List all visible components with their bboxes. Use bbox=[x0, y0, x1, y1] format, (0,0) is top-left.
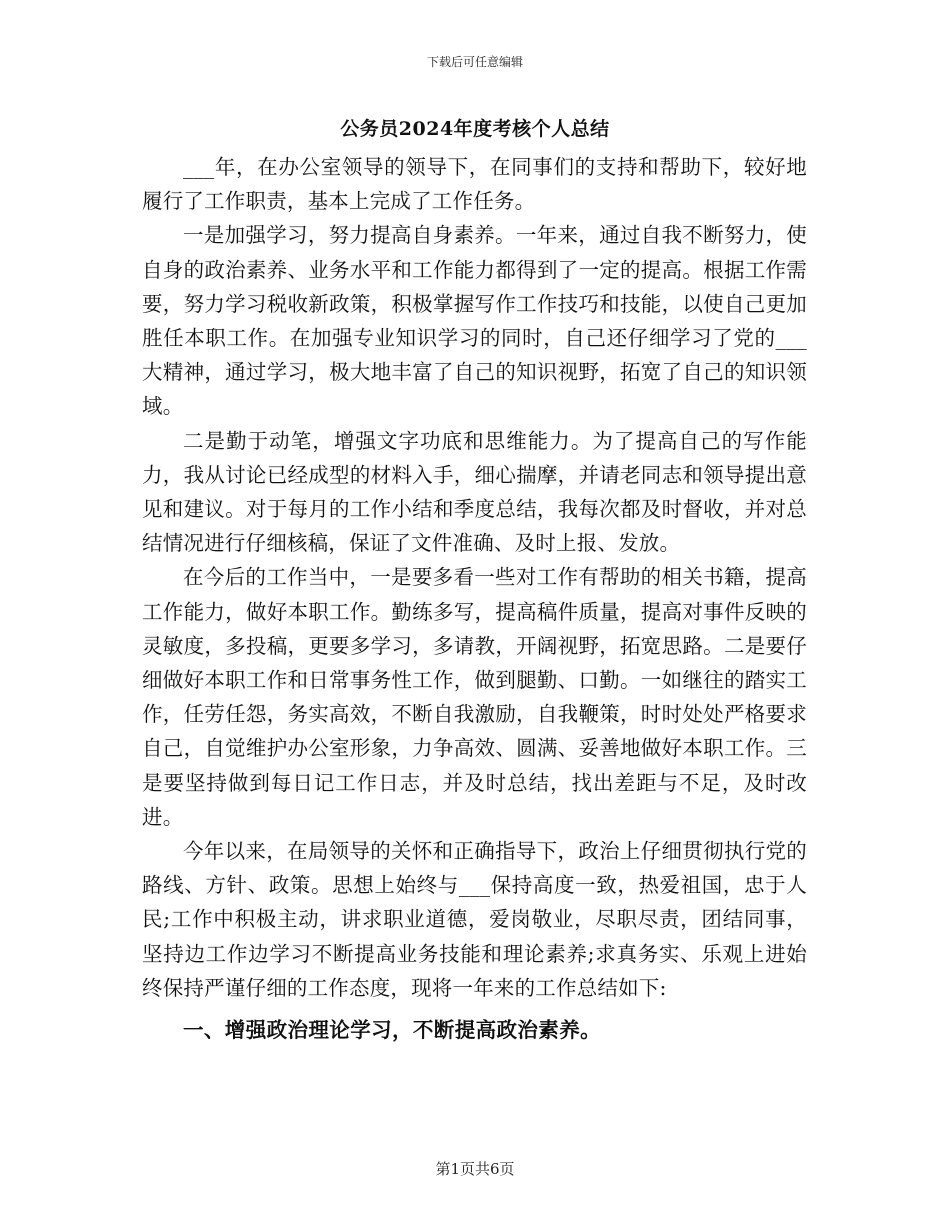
section-heading: 一、增强政治理论学习，不断提高政治素养。 bbox=[183, 1018, 601, 1043]
document-title: 公务员2024年度考核个人总结 bbox=[340, 118, 610, 140]
document-body bbox=[142, 150, 807, 1047]
paragraph-future-work: 在今后的工作当中，一是要多看一些对工作有帮助的相关书籍，提高工作能力，做好本职工作。勤练多写，提高稿件质量，提高对事件反映的灵敏度，多投稿，更要多学习，多请教，开阔视野，拓宽思路。二是要仔细做好本职工作和日常事务性工作，做到腿勤、口勤。一如继往的踏实工作，任劳任怨，务实高效，不断自我激励，自我鞭策，时时处处严格要求自己，自觉维护办公室形象，力争高效、圆满、妥善地做好本职工作。三是要坚持做到每日记工作日志，并及时总结，找出差距与不足，及时改进。 bbox=[142, 565, 807, 829]
header-note: 下载后可任意编辑 bbox=[426, 55, 523, 69]
paragraph-study: 一是加强学习，努力提高自身素养。一年来，通过自我不断努力，使自身的政治素养、业务水平和工作能力都得到了一定的提高。根据工作需要，努力学习税收新政策，积极掌握写作工作技巧和技能，以使自己更加胜任本职工作。在加强专业知识学习的同时，自己还仔细学习了党的___大精神，通过学习，极大地丰富了自己的知识视野，拓宽了自己的知识领域。 bbox=[142, 223, 807, 419]
paragraph-summary: 今年以来，在局领导的关怀和正确指导下，政治上仔细贯彻执行党的路线、方针、政策。思想上始终与___保持高度一致，热爱祖国，忠于人民;工作中积极主动，讲求职业道德，爱岗敬业，尽职尽责，团结同事，坚持边工作边学习不断提高业务技能和理论素养;求真务实、乐观上进始终保持严谨仔细的工作态度，现将一年来的工作总结如下: bbox=[142, 839, 807, 1000]
paragraph-intro: ___年，在办公室领导的领导下，在同事们的支持和帮助下，较好地履行了工作职责，基本上完成了工作任务。 bbox=[142, 155, 807, 214]
paragraph-writing: 二是勤于动笔，增强文字功底和思维能力。为了提高自己的写作能力，我从讨论已经成型的材料入手，细心揣摩，并请老同志和领导提出意见和建议。对于每月的工作小结和季度总结，我每次都及时督收，并对总结情况进行仔细核稿，保证了文件准确、及时上报、发放。 bbox=[142, 428, 807, 556]
page-indicator: 第1页共6页 bbox=[435, 1160, 515, 1178]
